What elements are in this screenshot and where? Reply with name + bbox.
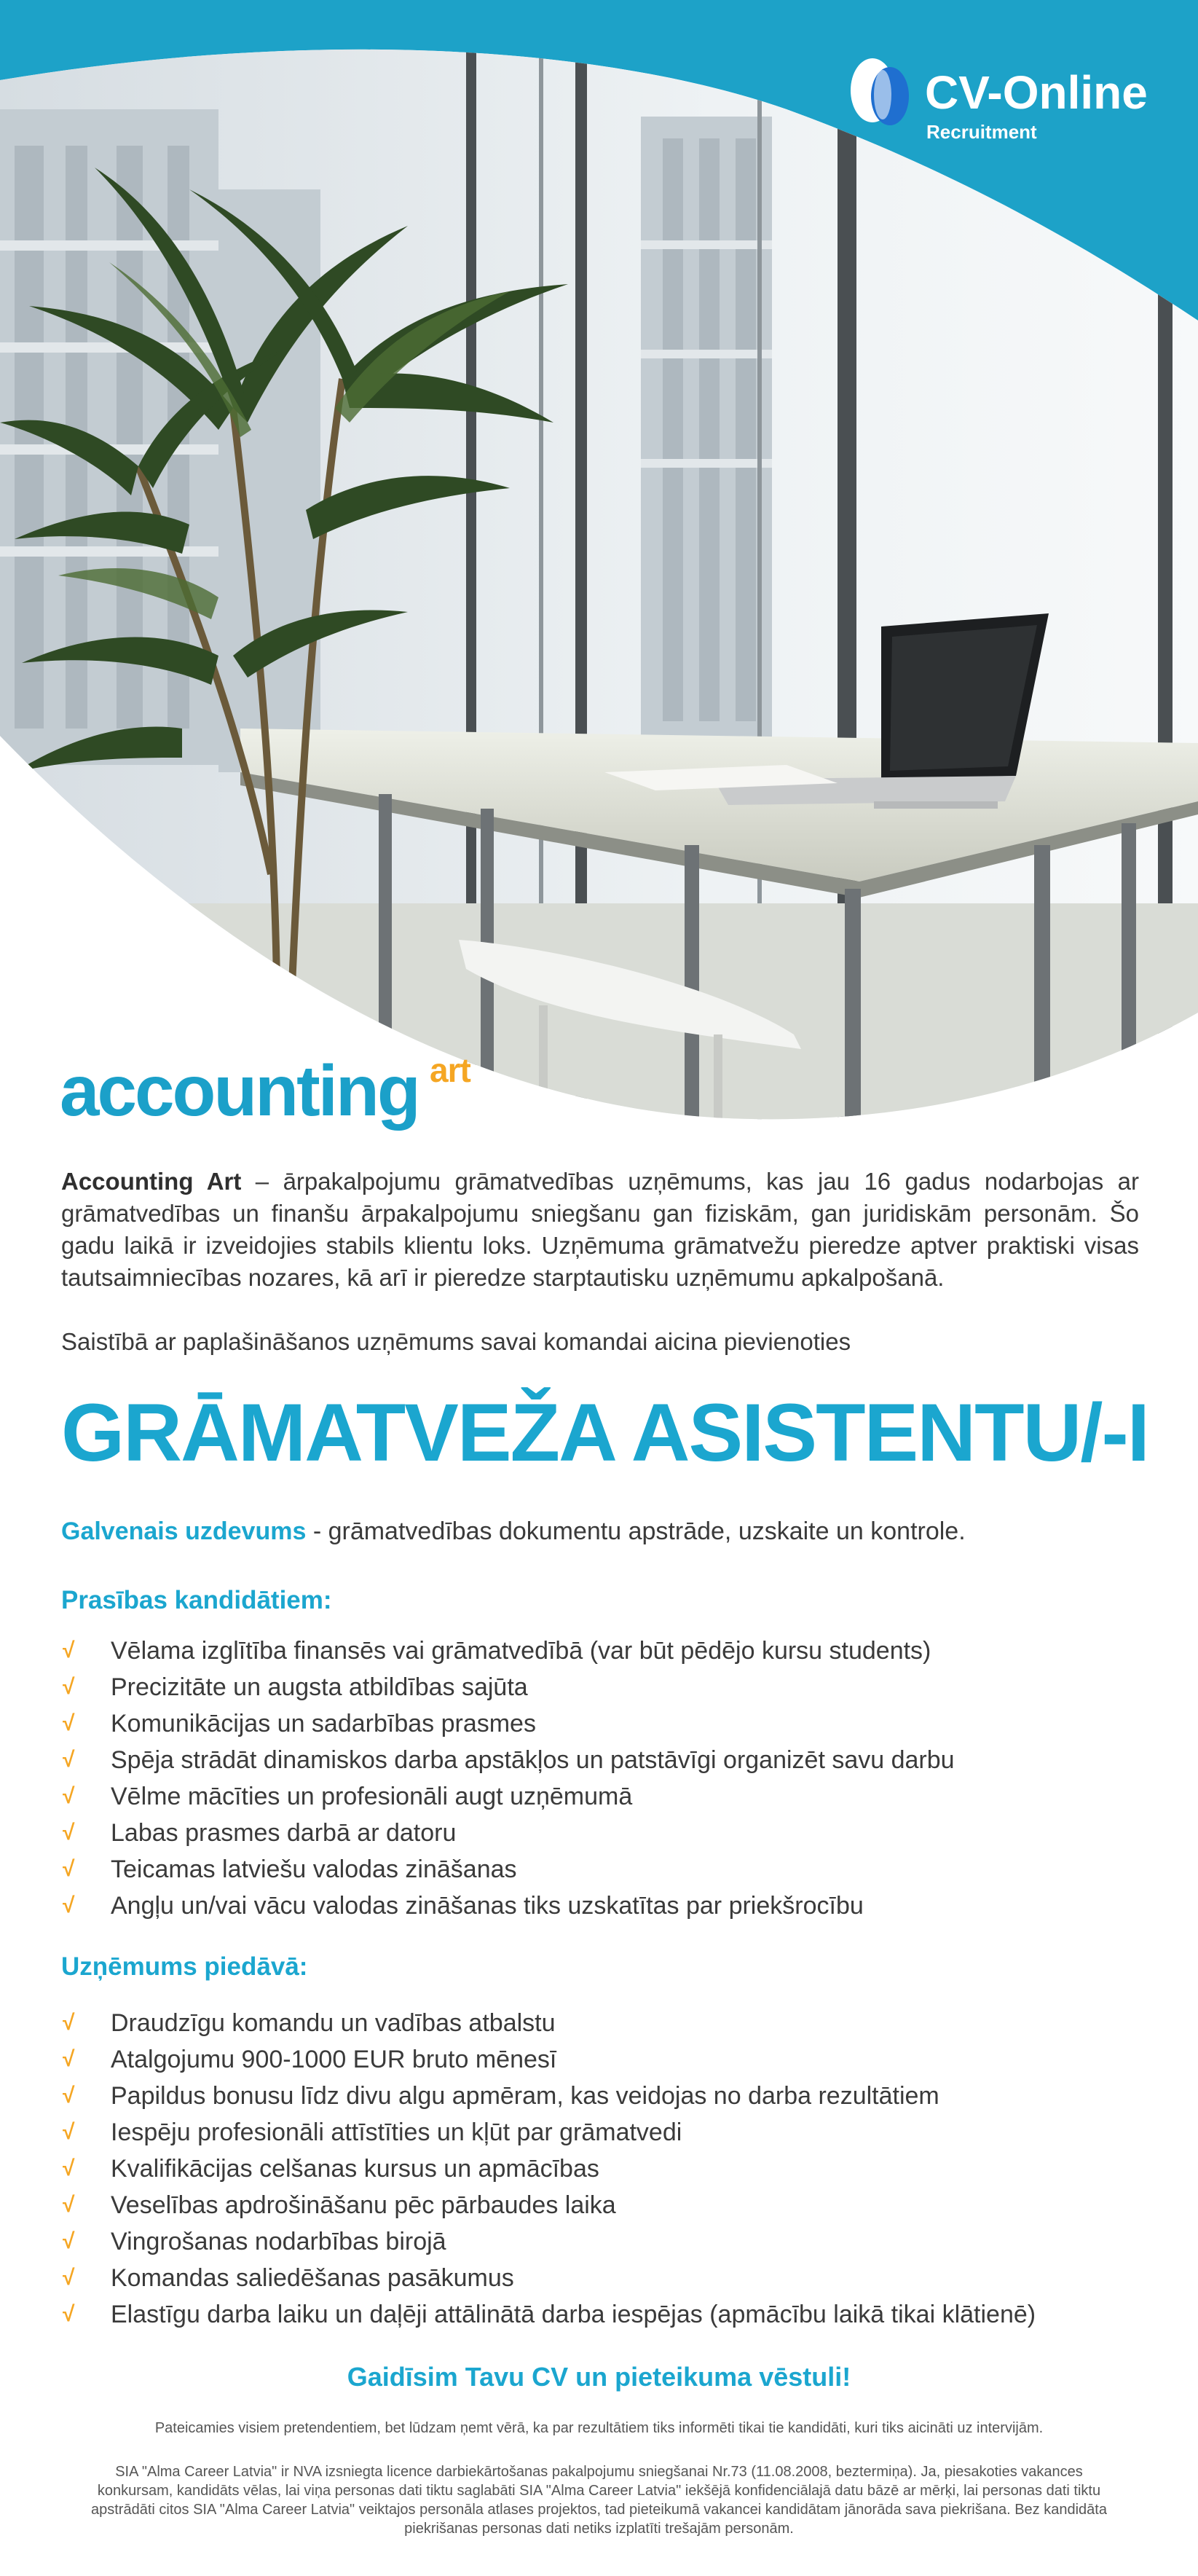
list-item: √ Papildus bonusu līdz divu algu apmēram, kas veidojas no darba rezultātiem: [61, 2078, 1139, 2114]
check-icon: √: [63, 2156, 75, 2180]
check-icon: √: [63, 1857, 75, 1881]
list-item: √ Iespēju profesionāli attīstīties un kļūt par grāmatvedi: [61, 2114, 1139, 2151]
check-icon: √: [63, 1748, 75, 1772]
check-icon: √: [63, 2011, 75, 2035]
list-item: √ Atalgojumu 900-1000 EUR bruto mēnesī: [61, 2041, 1139, 2078]
check-icon: √: [63, 2047, 75, 2071]
check-icon: √: [63, 1675, 75, 1699]
offers-heading: Uzņēmums piedāvā:: [61, 1952, 308, 1981]
check-icon: √: [63, 1711, 75, 1735]
list-item: √ Vēlama izglītība finansēs vai grāmatvedībā (var būt pēdējo kursu students): [61, 1633, 1139, 1669]
cv-online-mark-icon: [845, 54, 918, 134]
list-item: √ Labas prasmes darbā ar datoru: [61, 1815, 1139, 1851]
check-icon: √: [63, 2302, 75, 2326]
check-icon: √: [63, 1784, 75, 1808]
invite-text: Saistībā ar paplašināšanos uzņēmums savai komandai aicina pievienoties: [61, 1328, 851, 1355]
list-item: √ Teicamas latviešu valodas zināšanas: [61, 1851, 1139, 1888]
check-icon: √: [63, 2229, 75, 2253]
footer-note-license: SIA "Alma Career Latvia" ir NVA izsniegta licence darbiekārtošanas pakalpojumu sniegšanai Nr.73 (11.08.2008, beztermiņa). Ja, piesakoties vakances konkursam, kandidāts vēlas, lai viņa personas dati tiktu saglabāti SIA "Alma Career Latvia" iekšējā konfidenciālajā datu bāzē ar mērķi, lai personas dati tiktu apstrādāti citos SIA "Alma Career Latvia" veiktajos personāla atlases projektos, tad pieteikumā vakancei kandidātam jānorāda sava piekrišana. Bez kandidāta piekrišanas personas dati netiks izplatīti trešajām personām.: [91, 2464, 1107, 2537]
check-icon: √: [63, 2266, 75, 2290]
list-item: √ Spēja strādāt dinamiskos darba apstākļos un patstāvīgi organizēt savu darbu: [61, 1742, 1139, 1778]
company-intro: [61, 1166, 1139, 1294]
cv-online-subtitle: Recruitment: [926, 121, 1037, 143]
check-icon: √: [63, 2193, 75, 2217]
check-icon: √: [63, 1638, 75, 1662]
cv-online-logo[interactable]: [845, 50, 1151, 152]
list-item: √ Angļu un/vai vācu valodas zināšanas tiks uzskatītas par priekšrocību: [61, 1888, 1139, 1924]
check-icon: √: [63, 1821, 75, 1845]
company-description: – ārpakalpojumu grāmatvedības uzņēmums, kas jau 16 gadus nodarbojas ar grāmatvedības un finanšu ārpakalpojumu sniegšanu gan fiziskām, gan juridiskām personām. Šo gadu laikā ir izveidojies stabils klientu loks. Uzņēmuma grāmatvežu pieredze aptver praktiski visas tautsaimniecības nozares, kā arī ir pieredze starptautisku uzņēmumu apkalpošanā.: [61, 1168, 1139, 1291]
accounting-art-wordmark: accounting: [60, 1051, 419, 1131]
footer-note-candidates: Pateicamies visiem pretendentiem, bet lūdzam ņemt vērā, ka par rezultātiem tiks informēti tikai tie kandidāti, kuri tiks aicināti uz intervijām.: [154, 2420, 1044, 2436]
cv-online-name: CV-Online: [925, 66, 1148, 119]
list-item: √ Kvalifikācijas celšanas kursus un apmācības: [61, 2151, 1139, 2187]
list-item: √ Komunikācijas un sadarbības prasmes: [61, 1705, 1139, 1742]
call-to-action: Gaidīsim Tavu CV un pieteikuma vēstuli!: [347, 2362, 851, 2392]
job-title: GRĀMATVEŽA ASISTENTU/-I: [61, 1387, 1148, 1478]
list-item: √ Precizitāte un augsta atbildības sajūta: [61, 1669, 1139, 1705]
requirements-list: [61, 1633, 1139, 1924]
accounting-art-superscript: art: [430, 1051, 470, 1089]
hero-image: [0, 0, 1198, 1136]
list-item: √ Vēlme mācīties un profesionāli augt uzņēmumā: [61, 1778, 1139, 1815]
check-icon: √: [63, 2084, 75, 2108]
check-icon: √: [63, 2120, 75, 2144]
main-task: [61, 1515, 1139, 1547]
company-name: Accounting Art: [61, 1168, 242, 1195]
accounting-art-logo: [60, 1051, 570, 1142]
main-task-label: Galvenais uzdevums: [61, 1517, 307, 1545]
list-item: √ Vingrošanas nodarbības birojā: [61, 2223, 1139, 2260]
list-item: √ Veselības apdrošināšanu pēc pārbaudes laika: [61, 2187, 1139, 2223]
check-icon: √: [63, 1893, 75, 1917]
list-item: √ Komandas saliedēšanas pasākumus: [61, 2260, 1139, 2296]
main-task-text: - grāmatvedības dokumentu apstrāde, uzskaite un kontrole.: [306, 1517, 966, 1545]
offers-list: [61, 2005, 1139, 2333]
list-item: √ Draudzīgu komandu un vadības atbalstu: [61, 2005, 1139, 2041]
list-item: √ Elastīgu darba laiku un daļēji attālinātā darba iespējas (apmācību laikā tikai klātienē): [61, 2296, 1139, 2333]
requirements-heading: Prasības kandidātiem:: [61, 1586, 332, 1614]
